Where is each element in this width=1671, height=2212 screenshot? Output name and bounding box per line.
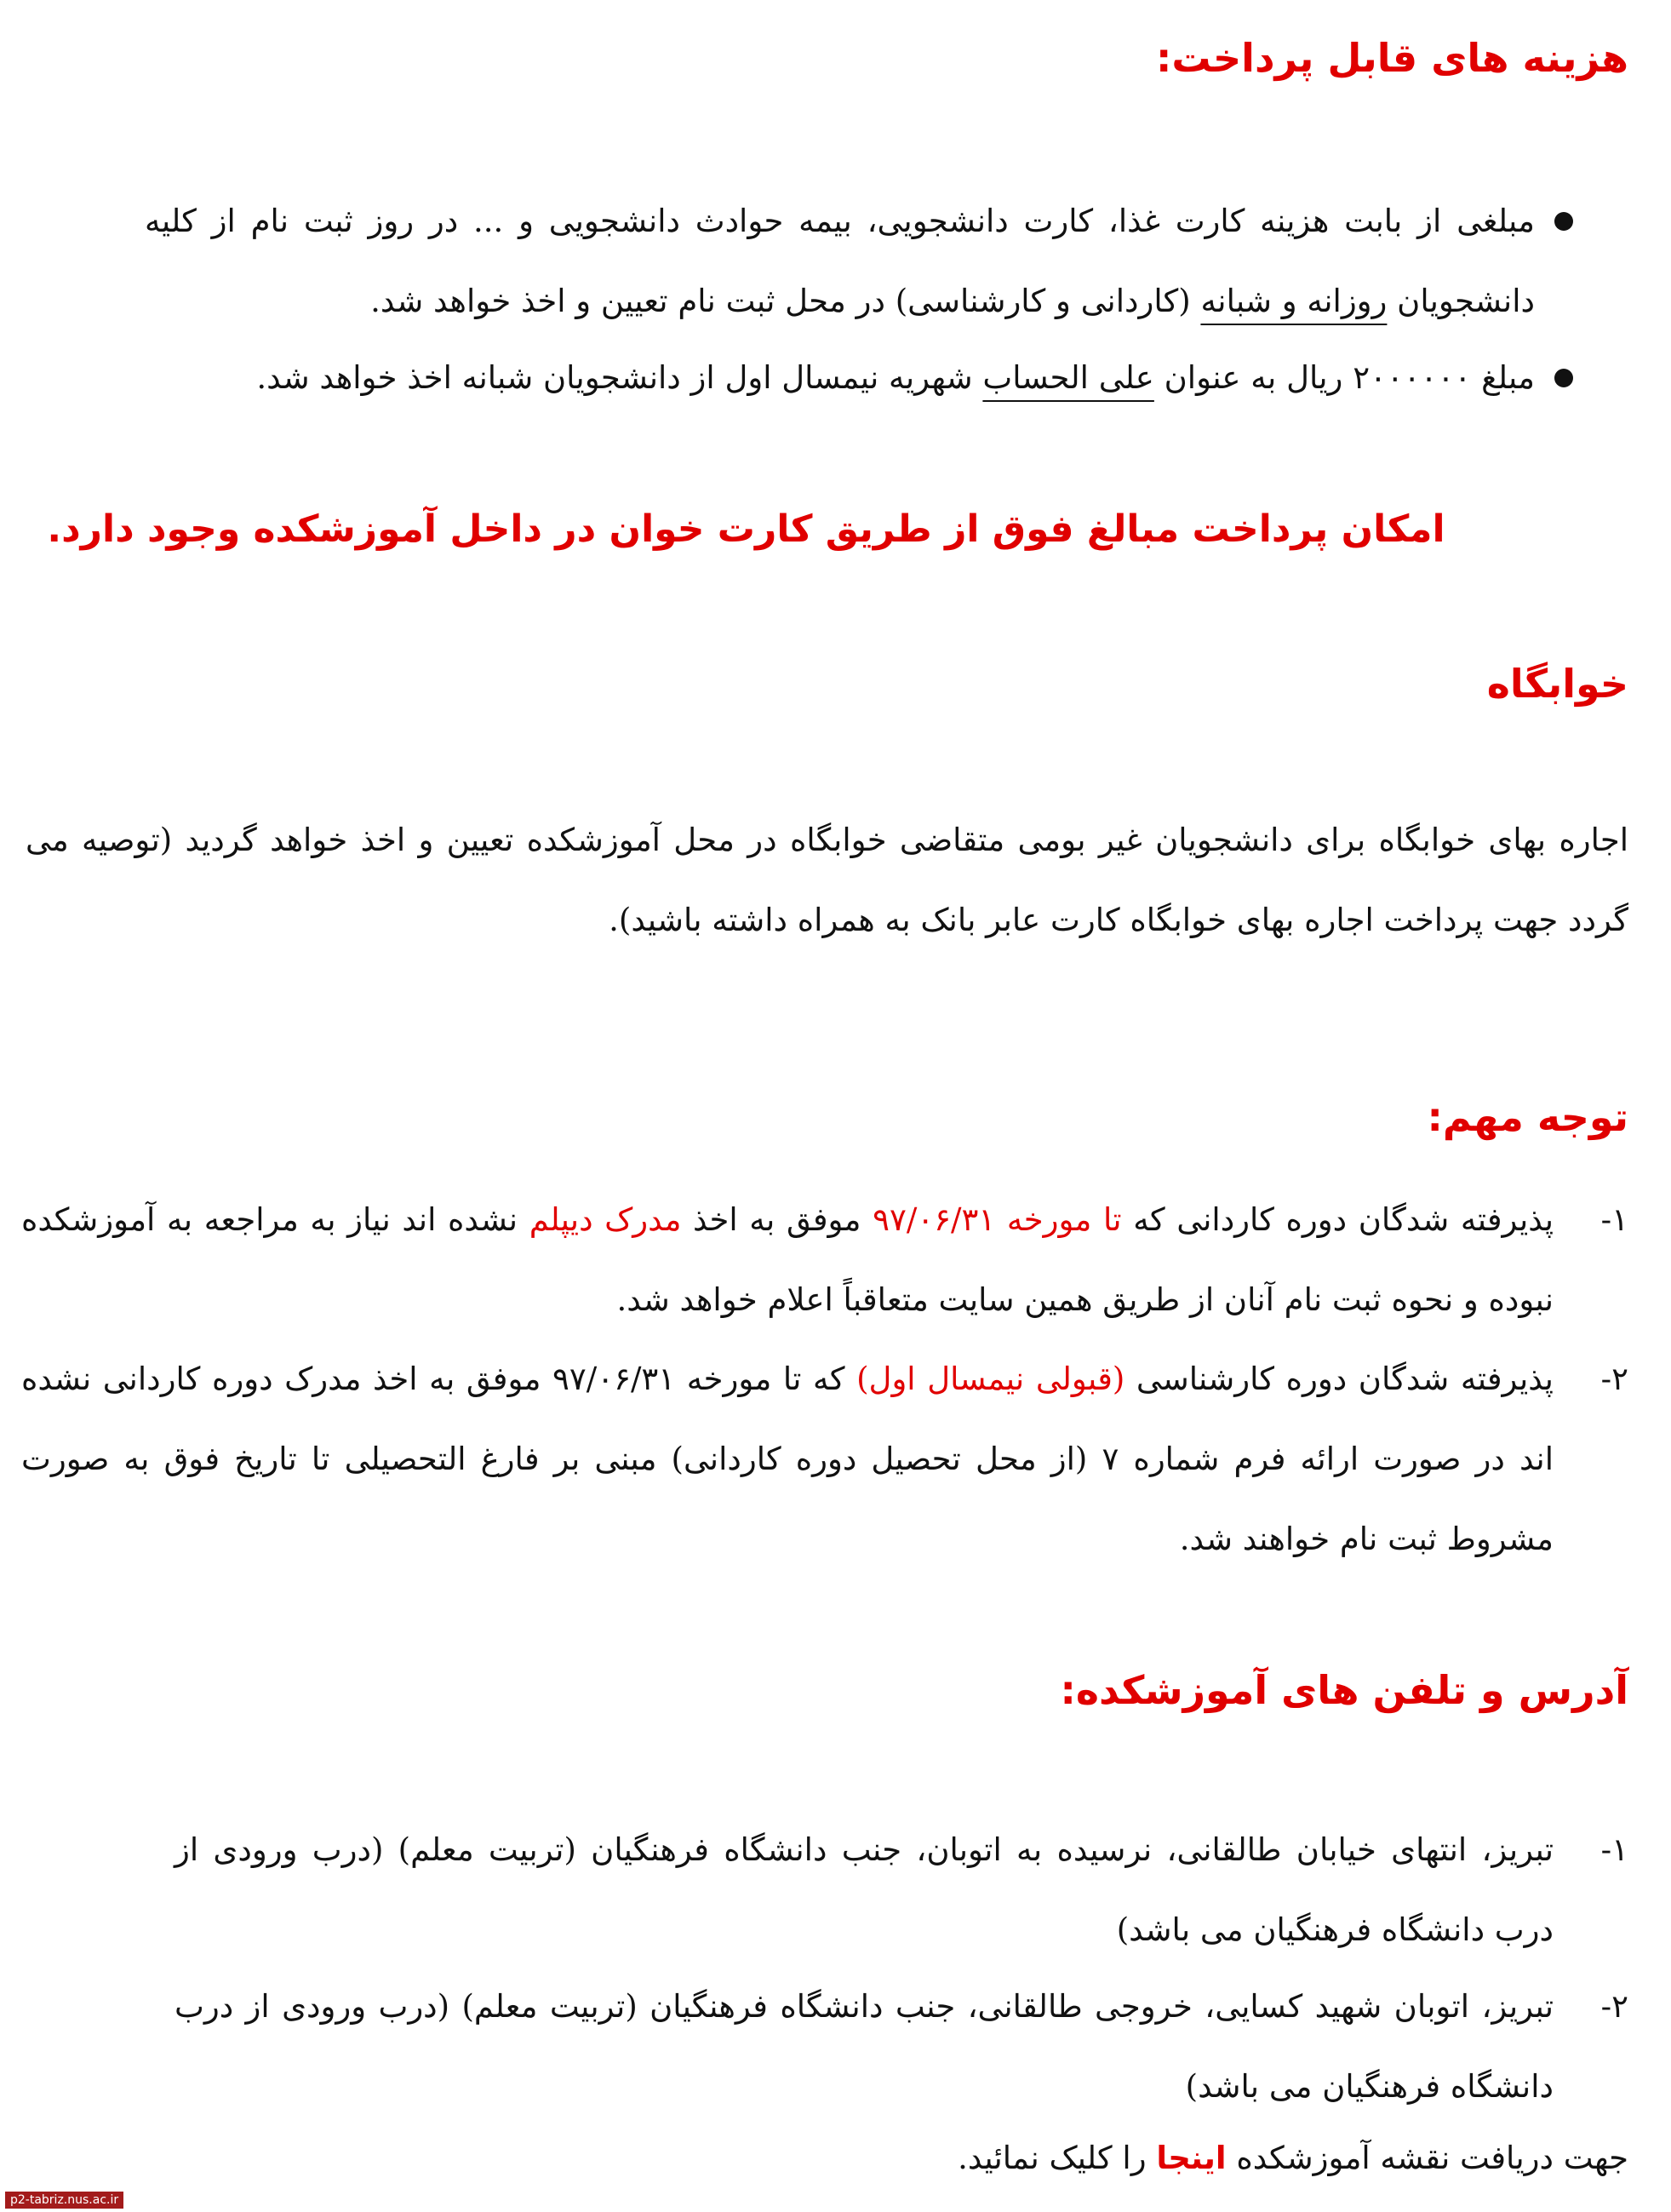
address-heading: آدرس و تلفن های آموزشکده:: [1060, 1667, 1628, 1713]
address-item-1: تبریز، انتهای خیابان طالقانی، نرسیده به اتوبان، جنب دانشگاه فرهنگیان (تربیت معلم) (درب ورودی از درب دانشگاه فرهنگیان می باشد): [175, 1831, 1554, 1948]
item-number: ۲-: [1600, 1361, 1628, 1397]
underlined-text: علی الحساب: [982, 359, 1154, 396]
bullet-dot: [1554, 369, 1573, 387]
important-item-2: پذیرفته شدگان دوره کارشناسی (قبولی نیمسال اول) که تا مورخه ۹۷/۰۶/۳۱ موفق به اخذ مدرک دوره کاردانی نشده اند در صورت ارائه فرم شماره ۷ (از محل تحصیل دوره کاردانی) مبنی بر فارغ التحصیلی تا تاریخ فوق به صورت مشروط ثبت نام خواهند شد.: [21, 1361, 1554, 1557]
important-heading: توجه مهم:: [1427, 1094, 1628, 1140]
map-link[interactable]: اینجا: [1156, 2140, 1227, 2176]
watermark: p2-tabriz.nus.ac.ir: [5, 2192, 123, 2209]
fees-bullet-2: مبلغ ۲۰۰۰۰۰۰ ریال به عنوان علی الحساب شهریه نیمسال اول از دانشجویان شبانه اخذ خواهد شد.: [256, 359, 1535, 396]
highlight-date: تا مورخه ۹۷/۰۶/۳۱: [873, 1201, 1122, 1238]
address-item-2: تبریز، اتوبان شهید کسایی، خروجی طالقانی، جنب دانشگاه فرهنگیان (تربیت معلم) (درب ورودی از درب دانشگاه فرهنگیان می باشد): [175, 1988, 1554, 2105]
item-number: ۱-: [1600, 1831, 1628, 1868]
dormitory-text: اجاره بهای خوابگاه برای دانشجویان غیر بومی متقاضی خوابگاه در محل آموزشکده تعیین و اخذ خواهد گردید (توصیه می گردد جهت پرداخت اجاره بهای خوابگاه کارت عابر بانک به همراه داشته باشید).: [26, 822, 1628, 938]
highlight-semester: (قبولی نیمسال اول): [856, 1361, 1125, 1397]
important-item-1: پذیرفته شدگان دوره کاردانی که تا مورخه ۹۷/۰۶/۳۱ موفق به اخذ مدرک دیپلم نشده اند نیاز به مراجعه به آموزشکده نبوده و نحوه ثبت نام آنان از طریق همین سایت متعاقباً اعلام خواهد شد.: [21, 1201, 1554, 1318]
dormitory-heading: خوابگاه: [1486, 661, 1628, 707]
highlight-diploma: مدرک دیپلم: [529, 1201, 682, 1238]
item-number: ۲-: [1600, 1988, 1628, 2025]
fees-heading: هزینه های قابل پرداخت:: [1155, 35, 1628, 81]
fees-bullet-1: مبلغی از بابت هزینه کارت غذا، کارت دانشجویی، بیمه حوادث دانشجویی و ... در روز ثبت نام از کلیه دانشجویان روزانه و شبانه (کاردانی و کارشناسی) در محل ثبت نام تعیین و اخذ خواهد شد.: [145, 203, 1535, 319]
item-number: ۱-: [1600, 1201, 1628, 1238]
bullet-dot: [1554, 212, 1573, 231]
card-reader-notice: امکان پرداخت مبالغ فوق از طریق کارت خوان در داخل آموزشکده وجود دارد.: [47, 507, 1445, 551]
underlined-text: روزانه و شبانه: [1200, 283, 1388, 319]
map-line: جهت دریافت نقشه آموزشکده اینجا را کلیک نمائید.: [958, 2140, 1628, 2176]
